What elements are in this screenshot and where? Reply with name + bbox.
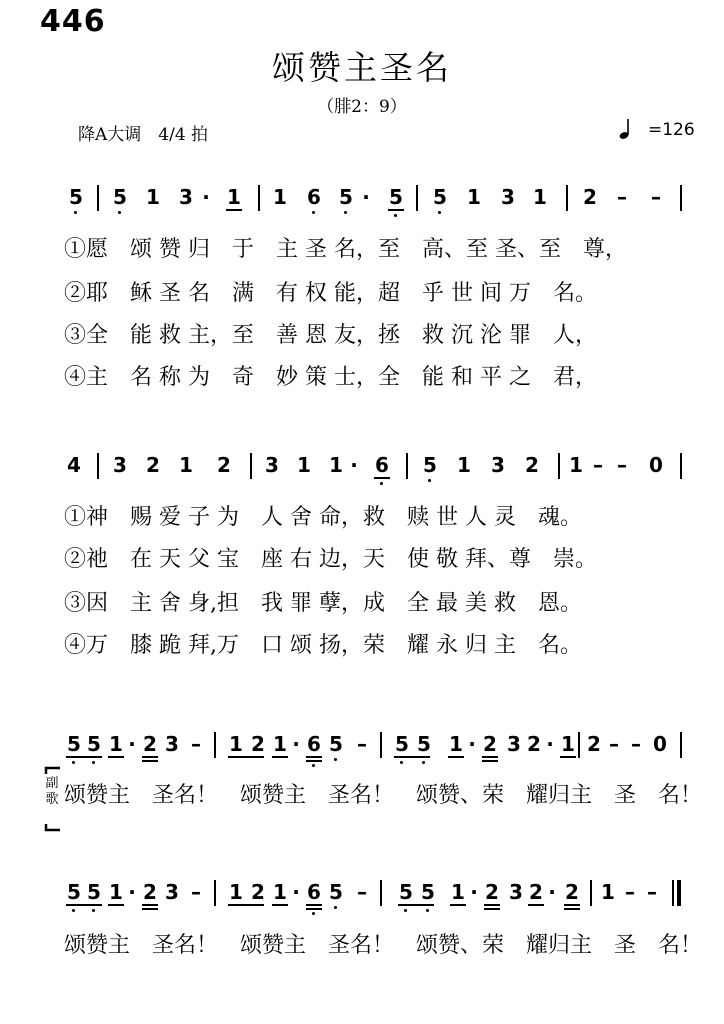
note: 1 (467, 185, 481, 209)
note: 1 (179, 453, 193, 477)
dash: – (191, 880, 201, 904)
underline-beam (228, 756, 264, 758)
underline-beam (482, 760, 498, 762)
final-barline-thin (672, 880, 674, 906)
dash: – (647, 880, 657, 904)
underline-beam (448, 756, 464, 758)
note: 2 (483, 732, 497, 756)
note: 1 (273, 732, 287, 756)
underline-beam (66, 756, 102, 758)
barline (380, 732, 382, 758)
note: 5 (395, 732, 409, 756)
underline-beam (226, 209, 242, 211)
lyric-line: ①神 赐 爱 子 为 人 舍 命，救 赎 世 人 灵 魂。 (64, 505, 582, 530)
underline-beam (272, 904, 288, 906)
low-octave-dot (400, 761, 403, 764)
note: 5 (417, 732, 431, 756)
final-barline-thick (677, 880, 681, 906)
note: 5 (87, 732, 101, 756)
underline-beam (450, 904, 466, 906)
note: 2 (143, 732, 157, 756)
barline (578, 732, 580, 758)
underline-beam (394, 756, 430, 758)
dash: – (191, 732, 201, 756)
augmentation-dot: · (468, 732, 476, 756)
augmentation-dot: · (548, 880, 556, 904)
note: 5 (339, 185, 353, 209)
note: 5 (329, 880, 343, 904)
note: 1 (146, 185, 160, 209)
low-octave-dot (404, 909, 407, 912)
rest: 0 (649, 453, 663, 477)
low-octave-dot (438, 211, 441, 214)
note: 6 (307, 732, 321, 756)
note: 1 (457, 453, 471, 477)
note: 5 (67, 732, 81, 756)
note: 5 (421, 880, 435, 904)
dash: – (357, 880, 367, 904)
underline-beam (560, 756, 576, 758)
underline-beam (272, 756, 288, 758)
note: 3 (509, 880, 523, 904)
low-octave-dot (312, 211, 315, 214)
note: 5 (329, 732, 343, 756)
note: 1 (227, 185, 241, 209)
hymn-number: 446 (40, 4, 106, 39)
lyric-line: 颂赞主 圣名！ 颂赞主 圣名！ 颂赞、荣 耀归主 圣 名！ (64, 783, 703, 808)
dash: – (593, 453, 603, 477)
note: 1 (229, 732, 243, 756)
underline-beam (484, 904, 500, 906)
barline (558, 453, 560, 479)
low-octave-dot (380, 482, 383, 485)
tempo-marking: =126 (648, 120, 695, 140)
note: 5 (87, 880, 101, 904)
dash: – (617, 185, 627, 209)
barline (250, 453, 252, 479)
note: 5 (69, 185, 83, 209)
note: 2 (583, 185, 597, 209)
low-octave-dot (74, 211, 77, 214)
notation-system-4 (0, 880, 724, 920)
low-octave-dot (312, 764, 315, 767)
underline-beam (142, 904, 158, 906)
scripture-reference: （腓2：9） (317, 97, 407, 117)
augmentation-dot: · (292, 880, 300, 904)
underline-beam (564, 904, 580, 906)
lyric-line: ②祂 在 天 父 宝 座 右 边，天 使 敬 拜、尊 崇。 (64, 547, 597, 572)
underline-beam (142, 908, 158, 910)
low-octave-dot (394, 214, 397, 217)
barline (406, 453, 408, 479)
low-octave-dot (344, 211, 347, 214)
low-octave-dot (334, 758, 337, 761)
dash: – (625, 880, 635, 904)
note: 6 (307, 185, 321, 209)
augmentation-dot: · (128, 732, 136, 756)
note: 3 (507, 732, 521, 756)
underline-beam (66, 904, 102, 906)
note: 1 (297, 453, 311, 477)
note: 2 (146, 453, 160, 477)
key-signature: 降A大调 4/4 拍 (78, 125, 209, 145)
augmentation-dot: · (546, 732, 554, 756)
low-octave-dot (92, 761, 95, 764)
low-octave-dot (92, 909, 95, 912)
augmentation-dot: · (128, 880, 136, 904)
note: 1 (449, 732, 463, 756)
note: 2 (485, 880, 499, 904)
lyric-line: ④万 膝 跪 拜,万 口 颂 扬，荣 耀 永 归 主 名。 (64, 633, 582, 658)
note: 1 (229, 880, 243, 904)
lyric-line: ③因 主 舍 身,担 我 罪 孽，成 全 最 美 救 恩。 (64, 591, 582, 616)
note: 5 (389, 185, 403, 209)
barline (380, 880, 382, 906)
underline-beam (306, 904, 322, 906)
barline (214, 732, 216, 758)
note: 3 (113, 453, 127, 477)
note: 5 (433, 185, 447, 209)
note: 6 (375, 453, 389, 477)
barline (680, 453, 682, 479)
barline (214, 880, 216, 906)
underline-beam (108, 756, 124, 758)
note: 1 (561, 732, 575, 756)
note: 2 (529, 880, 543, 904)
low-octave-dot (72, 909, 75, 912)
low-octave-dot (428, 479, 431, 482)
lyric-line: ②耶 稣 圣 名 满 有 权 能，超 乎 世 间 万 名。 (64, 281, 597, 306)
underline-beam (482, 756, 498, 758)
dash: – (609, 732, 619, 756)
underline-beam (306, 760, 322, 762)
low-octave-dot (118, 211, 121, 214)
barline (97, 185, 99, 211)
underline-beam (484, 908, 500, 910)
dash: – (617, 453, 627, 477)
notation-system-2 (0, 453, 724, 493)
notation-system-3 (0, 732, 724, 772)
note: 2 (565, 880, 579, 904)
underline-beam (142, 756, 158, 758)
dash: – (651, 185, 661, 209)
augmentation-dot: · (362, 185, 370, 209)
augmentation-dot: · (292, 732, 300, 756)
note: 2 (251, 732, 265, 756)
underline-beam (228, 904, 264, 906)
barline (258, 185, 260, 211)
barline (680, 185, 682, 211)
augmentation-dot: · (350, 453, 358, 477)
note: 1 (109, 880, 123, 904)
refrain-label: 副歌 (45, 776, 59, 807)
note: 1 (109, 732, 123, 756)
quarter-note-icon (618, 118, 632, 140)
note: 2 (527, 732, 541, 756)
dash: – (631, 732, 641, 756)
barline (416, 185, 418, 211)
note: 6 (307, 880, 321, 904)
underline-beam (142, 760, 158, 762)
dash: – (357, 732, 367, 756)
low-octave-dot (422, 761, 425, 764)
underline-beam (398, 904, 434, 906)
note: 2 (217, 453, 231, 477)
low-octave-dot (334, 906, 337, 909)
underline-beam (388, 209, 404, 211)
note: 3 (165, 732, 179, 756)
rest: 0 (653, 732, 667, 756)
note: 1 (601, 880, 615, 904)
note: 3 (179, 185, 193, 209)
note: 5 (399, 880, 413, 904)
note: 3 (491, 453, 505, 477)
note: 3 (265, 453, 279, 477)
low-octave-dot (72, 761, 75, 764)
underline-beam (306, 756, 322, 758)
augmentation-dot: · (202, 185, 210, 209)
note: 3 (165, 880, 179, 904)
lyric-line: ④主 名 称 为 奇 妙 策 士，全 能 和 平 之 君， (64, 365, 597, 390)
note: 4 (67, 453, 81, 477)
note: 2 (251, 880, 265, 904)
note: 1 (451, 880, 465, 904)
note: 2 (587, 732, 601, 756)
underline-beam (564, 908, 580, 910)
lyric-line: ③全 能 救 主，至 善 恩 友，拯 救 沉 沦 罪 人， (64, 323, 597, 348)
lyric-line: ①愿 颂 赞 归 于 主 圣 名，至 高、至 圣、至 尊， (64, 237, 627, 262)
note: 1 (273, 880, 287, 904)
hymn-title: 颂赞主圣名 (272, 48, 452, 87)
barline (566, 185, 568, 211)
note: 5 (113, 185, 127, 209)
underline-beam (374, 477, 390, 479)
note: 1 (273, 185, 287, 209)
note: 5 (423, 453, 437, 477)
note: 2 (525, 453, 539, 477)
note: 1 (329, 453, 343, 477)
augmentation-dot: · (470, 880, 478, 904)
notation-system-1 (0, 185, 724, 225)
barline (680, 732, 682, 758)
underline-beam (108, 904, 124, 906)
lyric-line: 颂赞主 圣名！ 颂赞主 圣名！ 颂赞、荣 耀归主 圣 名！ (64, 933, 703, 958)
underline-beam (306, 908, 322, 910)
note: 1 (533, 185, 547, 209)
note: 3 (501, 185, 515, 209)
note: 2 (143, 880, 157, 904)
underline-beam (528, 904, 544, 906)
barline (97, 453, 99, 479)
low-octave-dot (312, 912, 315, 915)
low-octave-dot (426, 909, 429, 912)
note: 1 (569, 453, 583, 477)
barline (590, 880, 592, 906)
note: 5 (67, 880, 81, 904)
